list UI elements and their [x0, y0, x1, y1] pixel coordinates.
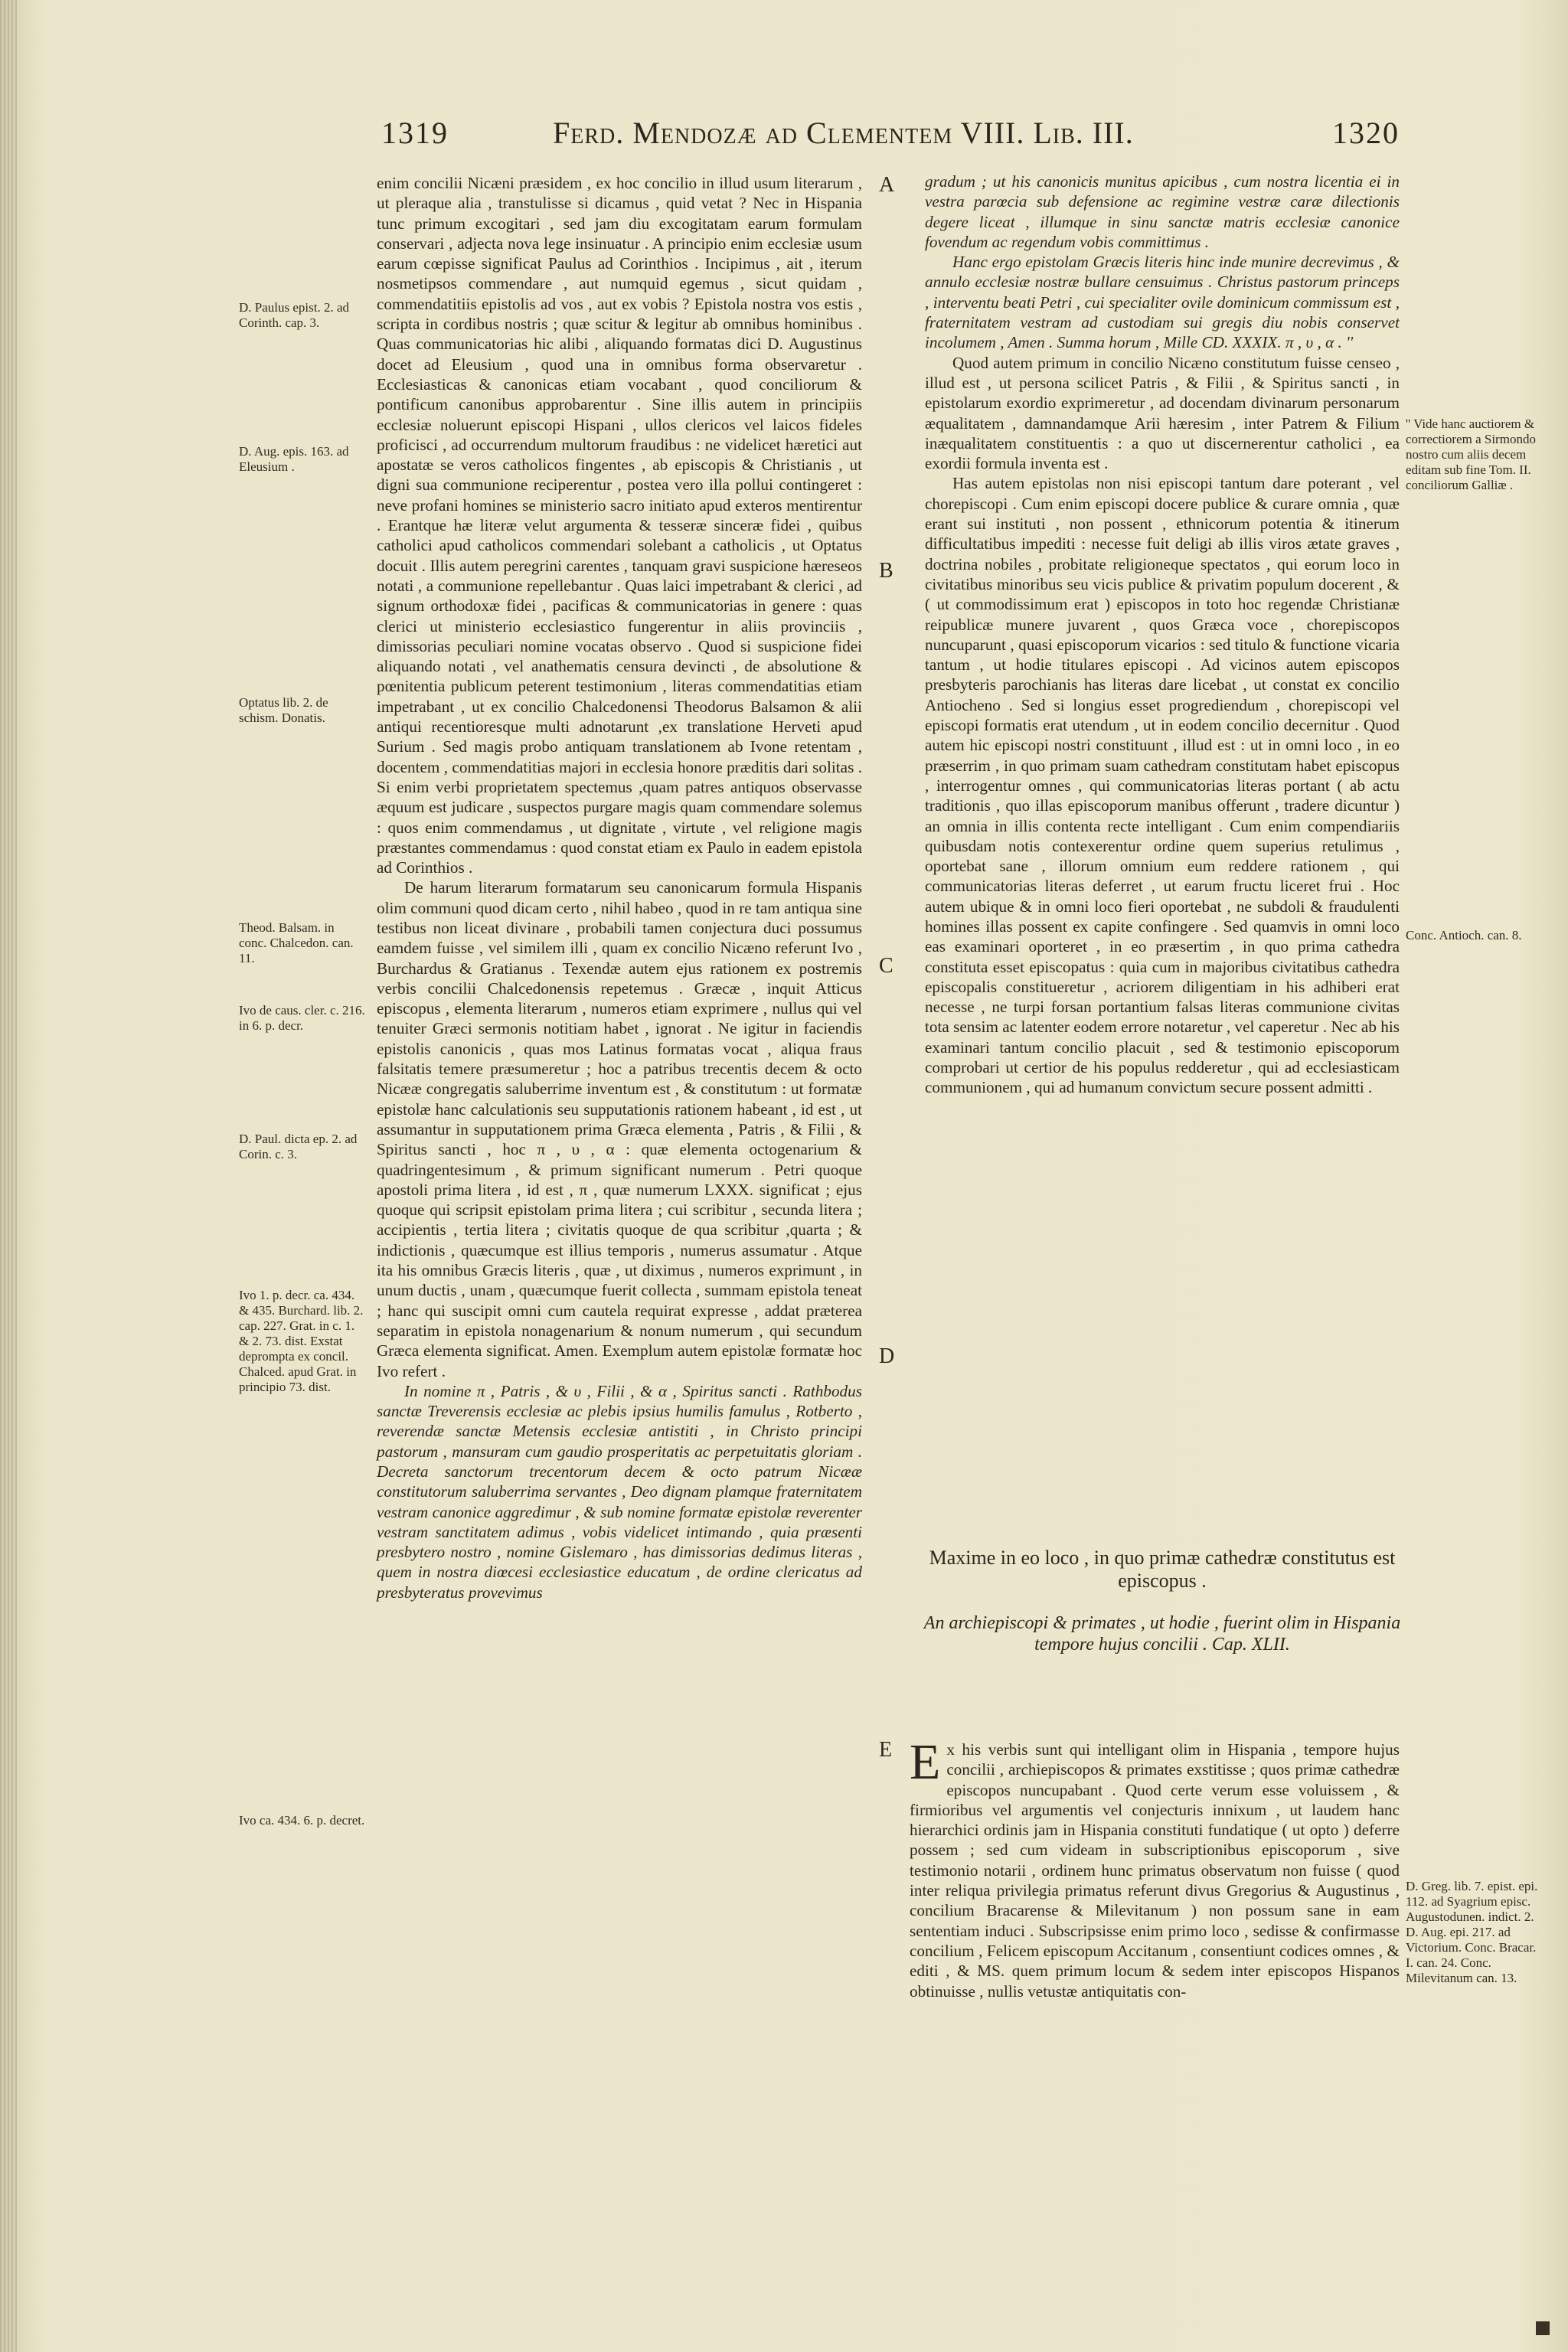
section-letter-d: D: [879, 1344, 895, 1368]
margin-note-left: D. Aug. epis. 163. ad Eleusium .: [239, 444, 349, 474]
chapter-heading: An archiepiscopi & primates , ut hodie , fuerint olim in Hispania tempore hujus concilii . Cap. XLII.: [923, 1613, 1401, 1655]
left-paragraph: enim concilii Nicæni præsidem , ex hoc concilio in illud usum literarum , ut pleraque alia , transtulisse si dicamus , quid vetat ? Nec in Hispania tunc primum excogitari , sed jam diu excogitatam earum formulam conservari , adjecta nova lege insinuatur . A principio enim ecclesiæ usum earum cœpisse significat Paulus ad Corinthios . Incipimus , ait , iterum nosmetipsos commendare , aut numquid egemus , sicut quidam , commendatitiis epistolis ad vos , aut ex vobis ? Epistola nostra vos estis , scripta in cordibus nostris ; quæ scitur & legitur ab omnibus hominibus . Quas communicatorias hic alibi , aliquando formatas dici D. Augustinus docet ad Eleusium , quod una in omnibus forma observaretur . Ecclesiasticas & canonicas etiam vocabant , quod conciliorum & pontificum canonibus approbarentur . Sine illis autem in principiis ecclesiæ noluerunt episcopi Hispani , ullos clericos vel laicos fideles proficisci , ad occurrendum multorum fraudibus : ne videlicet hæretici aut apostatæ se veros catholicos fingentes , ab episcopis & Christianis , ut digni sua communione reciperentur , postea vero illa pollui contingeret : neve profani homines se ministerio sacro initiato apud exteros mentirentur . Erantque hæ literæ velut argumenta & tesseræ sinceræ fidei , quibus catholici apud catholicos commendari solebant a catholicis , ut Optatus docuit . Illis autem peregrini carentes , tanquam gravi suspicione hæreseos notati , a communione repellebantur . Quas laici impetrabant & clerici , ad signum orthodoxæ fidei , pacificas & communicatorias in genere : quas clerici ut ministerio ecclesiastico fungerentur in aliis provinciis , dimissorias peculiari nomine vocatas observo . Quod si suspicione fidei aliquando notati , vel anathematis censura devincti , de absolutione & pœnitentia publicum peterent testimonium , literas commendatitias etiam impetrabant , ut ex concilio Chalcedonensi Theodorus Balsamon & alii antiqui recentioresque multi adnotarunt ,ex translatione Herveti apud Surium . Sed magis probo antiquam translationem ab Ivone retentam , docentem , commendatitias majori in ecclesia honore præditis dari solitas . Si enim verbi proprietatem spectemus ,quam patres antiquos observasse æquum est judicare , suspectos purgare magis quam commendare solemus : quos enim commendamus , ut dignitate , virtute , vel religione magis præstantes commendamus : quod constat etiam ex Paulo in eadem epistola ad Corinthios .: [377, 174, 862, 877]
section-letter-e: E: [879, 1738, 893, 1762]
page-corner-mark: [1536, 2321, 1550, 2335]
margin-note-right: D. Greg. lib. 7. epist. epi. 112. ad Syagrium episc. Augustodunen. indict. 2. D. Aug. epi. 217. ad Victorium. Conc. Bracar. I. can. 24. Conc. Milevitanum can. 13.: [1406, 1879, 1538, 1985]
chapter-text-block: [910, 1734, 1400, 2001]
margin-note-left: Ivo de caus. cler. c. 216. in 6. p. decr.: [239, 1003, 365, 1033]
section-letter-a: A: [879, 173, 895, 197]
right-text-column: [925, 172, 1400, 1098]
margin-note-left: Ivo 1. p. decr. ca. 434. & 435. Burchard. lib. 2. cap. 227. Grat. in c. 1. & 2. 73. dist. Exstat deprompta ex concil. Chalced. apud Grat. in principio 73. dist.: [239, 1288, 364, 1394]
page-number-left: 1319: [381, 116, 449, 150]
margin-note-right: '' Vide hanc auctiorem & correctiorem a Sirmondo nostro cum aliis decem editam sub fine Tom. II. conciliorum Galliæ .: [1406, 416, 1536, 492]
right-paragraph: Has autem epistolas non nisi episcopi tantum dare poterant , vel chorepiscopi . Cum enim episcopi docere publice & curare omnia , quæ erant sui instituti , non possent , ethnicorum potentia & itinerum difficultatibus impediti : necesse fuit deligi ab illis viros ætate graves , doctrina nobiles , probitate religioneque spectatos , qui eorum loco in civitatibus minoribus seu vicis publice & privatim populum docerent , & ( ut commodissimum erat ) episcopos in toto hoc regendæ Christianæ reipublicæ munere juvarent , quos Græca voce , chorepiscopos nuncuparunt , quasi episcoporum vicarios : sed titulo & functione vicaria tantum , ut hodie titulares episcopi . Ad vicinos autem episcopos presbyteris parochianis has literas dare licebat , ut constat ex concilio Antiocheno . Sed si longius esset progrediendum , chorepiscopi vel episcopi formatis erat utendum , ut in eodem concilio decernitur . Quod autem hic episcopi nostri constituunt , illud est : ut in omni loco , in eo præserrim , in quo primam suam cathedram constitutam habet episcopus , interrogentur omnes , qui communicatorias literas portant ( ab actu traditionis , quo illas episcoporum manibus offerunt , tradere dicuntur ) an omnia in illis contenta recte intelligant . Cum enim compendiariis quibusdam notis contexerentur ordine quem superius retulimus , oportebat sane , illorum omnium eum reddere rationem , qui communicatorias literas deferret , ut earum fructu liceret frui . Hoc autem ubique & in omni loco fieri oportebat , ne subdoli & fraudulenti homines illas possent ex capite confingere . Sed quamvis in omni loco eas examinari oporteret , in eo præsertim , in quo prima cathedra constituta esset episcopatus : quia cum in majoribus civitatibus cathedra episcopalis constitueretur , acriorem diligentiam in his adhiberi erat necesse , ne turpi forsan portantium falsas literas communione civitas tota sensim ac latenter eodem errore notaretur , vel caperetur . Nec ab his examinari tantum concilio placuit , sed & testimonio episcoporum comprobari ut certior de his populus redderetur , qui ad ecclesiasticam communionem , qui ad humanum convictum secure possent admitti .: [925, 474, 1400, 1097]
chapter-text: x his verbis sunt qui intelligant olim in Hispania , tempore hujus concilii , archiepiscopos & primates exstitisse ; quos primæ cathedræ episcopos nuncupabant . Quod certe verum esse voluissem , & firmioribus vel argumentis vel conjecturis innixum , ut laudem hanc hierarchici ordinis jam in Hispania constituti fundatique ( ut opto ) deferre possem ; sed cum videam in subscriptionibus episcoporum , sive testimonio notarii , ordinem hunc primatus observatum non fuisse ( quod inter reliqua privilegia primatus referunt divus Gregorius & Augustinus , concilium Bracarense & Milevitanum ) non possum sane in eam sententiam induci . Subscripsisse enim primo loco , sedisse & confirmasse concilium , Felicem episcopum Accitanum , consentiunt codices omnes , & editi , & MS. quem primum locum & sedem inter episcopos Hispanos obtinuisse , nullis vetustæ antiquitatis con-: [910, 1740, 1400, 2001]
margin-note-left: D. Paulus epist. 2. ad Corinth. cap. 3.: [239, 300, 350, 330]
margin-note-left: D. Paul. dicta ep. 2. ad Corin. c. 3.: [239, 1132, 358, 1161]
chapter-dropcap: E: [910, 1734, 941, 1790]
section-letter-c: C: [879, 954, 893, 978]
formata-letter-example: In nomine π , Patris , & υ , Filii , & α , Spiritus sancti . Rathbodus sanctæ Treverensis ecclesiæ ac plebis ipsius humilis famulus , Rotberto , reverendæ sanctæ Metensis ecclesiæ antistiti , in Christo principi pastorum , mansuram cum gaudio prosperitatis ac perpetuitatis gloriam . Decreta sanctorum trecentorum decem & octo patrum Nicææ constitutorum saluberrima servantes , Deo dignam plamque fraternitatem vestram canonice aggredimur , & sub nomine formatæ epistolæ reverenter vestram sanctitatem adimus , vobis videlicet intimando , quia præsenti presbytero nostro , nomine Gislemaro , has dimissorias dedimus literas , quem in nostra diœcesi ecclesiastice educatum , de ordine clericatus ad presbyteratus provevimus: [377, 1381, 862, 1602]
page-binding-edge: [0, 0, 17, 2352]
running-title: Ferd. Mendozæ ad Clementem VIII. Lib. III.: [553, 116, 1134, 150]
right-paragraph: Hanc ergo epistolam Græcis literis hinc inde munire decrevimus , & annulo ecclesiæ nostræ bullare censuimus . Christus pastorum princeps , interventu beati Petri , cui specialiter ovile dominicum commissum est , fraternitatem vestram ad custodiam sui gregis diu nobis conservet incolumem , Amen . Summa horum , Mille CD. XXXIX. π , υ , α . '': [925, 253, 1400, 352]
quote-heading-block: [910, 1547, 1415, 1655]
running-header: [0, 115, 1568, 161]
margin-note-right: Conc. Antioch. can. 8.: [1406, 928, 1522, 942]
page-number-right: 1320: [1332, 116, 1400, 150]
section-letter-b: B: [879, 559, 893, 583]
margin-note-left: Optatus lib. 2. de schism. Donatis.: [239, 695, 328, 725]
left-text-column: [377, 173, 862, 1602]
right-paragraph: gradum ; ut his canonicis munitus apicibus , cum nostra licentia ei in vestra parœcia sub defensione ac regimine vestræ caræ dilectionis degere liceat , illumque in sinu sanctæ matris ecclesiæ canonice fovendum ac regendum vobis committimus .: [925, 172, 1400, 251]
quote-heading: Maxime in eo loco , in quo primæ cathedræ constitutus est episcopus .: [929, 1547, 1396, 1592]
right-paragraph: Quod autem primum in concilio Nicæno constitutum fuisse censeo , illud est , ut persona scilicet Patris , & Filii , & Spiritus sancti , in epistolarum exordio exprimeretur , ad docendam divinarum personarum æqualitatem , damnandamque Arii hæresim , inter Patrem & Filium inæqualitatem constituentis : a quo ut discernerentur catholici , ea exordii formula inventa est .: [925, 353, 1400, 473]
margin-note-left: Ivo ca. 434. 6. p. decret.: [239, 1813, 365, 1828]
left-paragraph: De harum literarum formatarum seu canonicarum formula Hispanis olim communi quod dicam certo , nihil habeo , quod in re tam antiqua sine testibus non liceat divinare , probabili tamen conjectura duci possumus eamdem fuisse , vel similem illi , quam ex concilio Nicæno referunt Ivo , Burchardus & Gratianus . Texendæ autem ejus rationem ex postremis verbis concilii Chalcedonensis repetemus . Græcæ , inquit Atticus episcopus , elementa literarum , numeros etiam exprimere , nullus qui vel tenuiter Græci sermonis notitiam habet , ignorat . Ne igitur in faciendis epistolis canonicis , quas mos Latinus formatas vocat , aliqua fraus falsitatis temere præsumeretur ; hoc a patribus trecentis decem & octo Nicææ congregatis saluberrime inventum est , & constitutum : ut formatæ epistolæ hanc calculationis seu supputationis rationem habeant , id est , ut assumantur in supputationem prima Græca elementa , Patris , & Filii , & Spiritus sancti , hoc π , υ , α : quæ elementa octogenarium & quadringentesimum , & primum significant numerum . Petri quoque apostoli prima litera , id est , π , quæ numerum LXXX. significat ; ejus quoque qui scripsit epistolam prima litera ; cui scribitur , secunda litera ; accipientis , tertia litera ; civitatis quoque de qua scribitur ,quarta ; & indictionis , quæcumque est illius temporis , numerus assumatur . Atque ita his omnibus Græcis literis , quæ , ut diximus , numeros exprimunt , in unum ductis , unam , quæcumque fuerit collecta , summam epistola teneat ; hanc qui suscipit omni cum cautela requirat expresse , addat præterea separatim in epistola nonagenarium & nonum numerum , qui secundum Græca elementa significat. Amen. Exemplum autem epistolæ formatæ hoc Ivo refert .: [377, 878, 862, 1380]
margin-note-left: Theod. Balsam. in conc. Chalcedon. can. 11.: [239, 920, 354, 965]
